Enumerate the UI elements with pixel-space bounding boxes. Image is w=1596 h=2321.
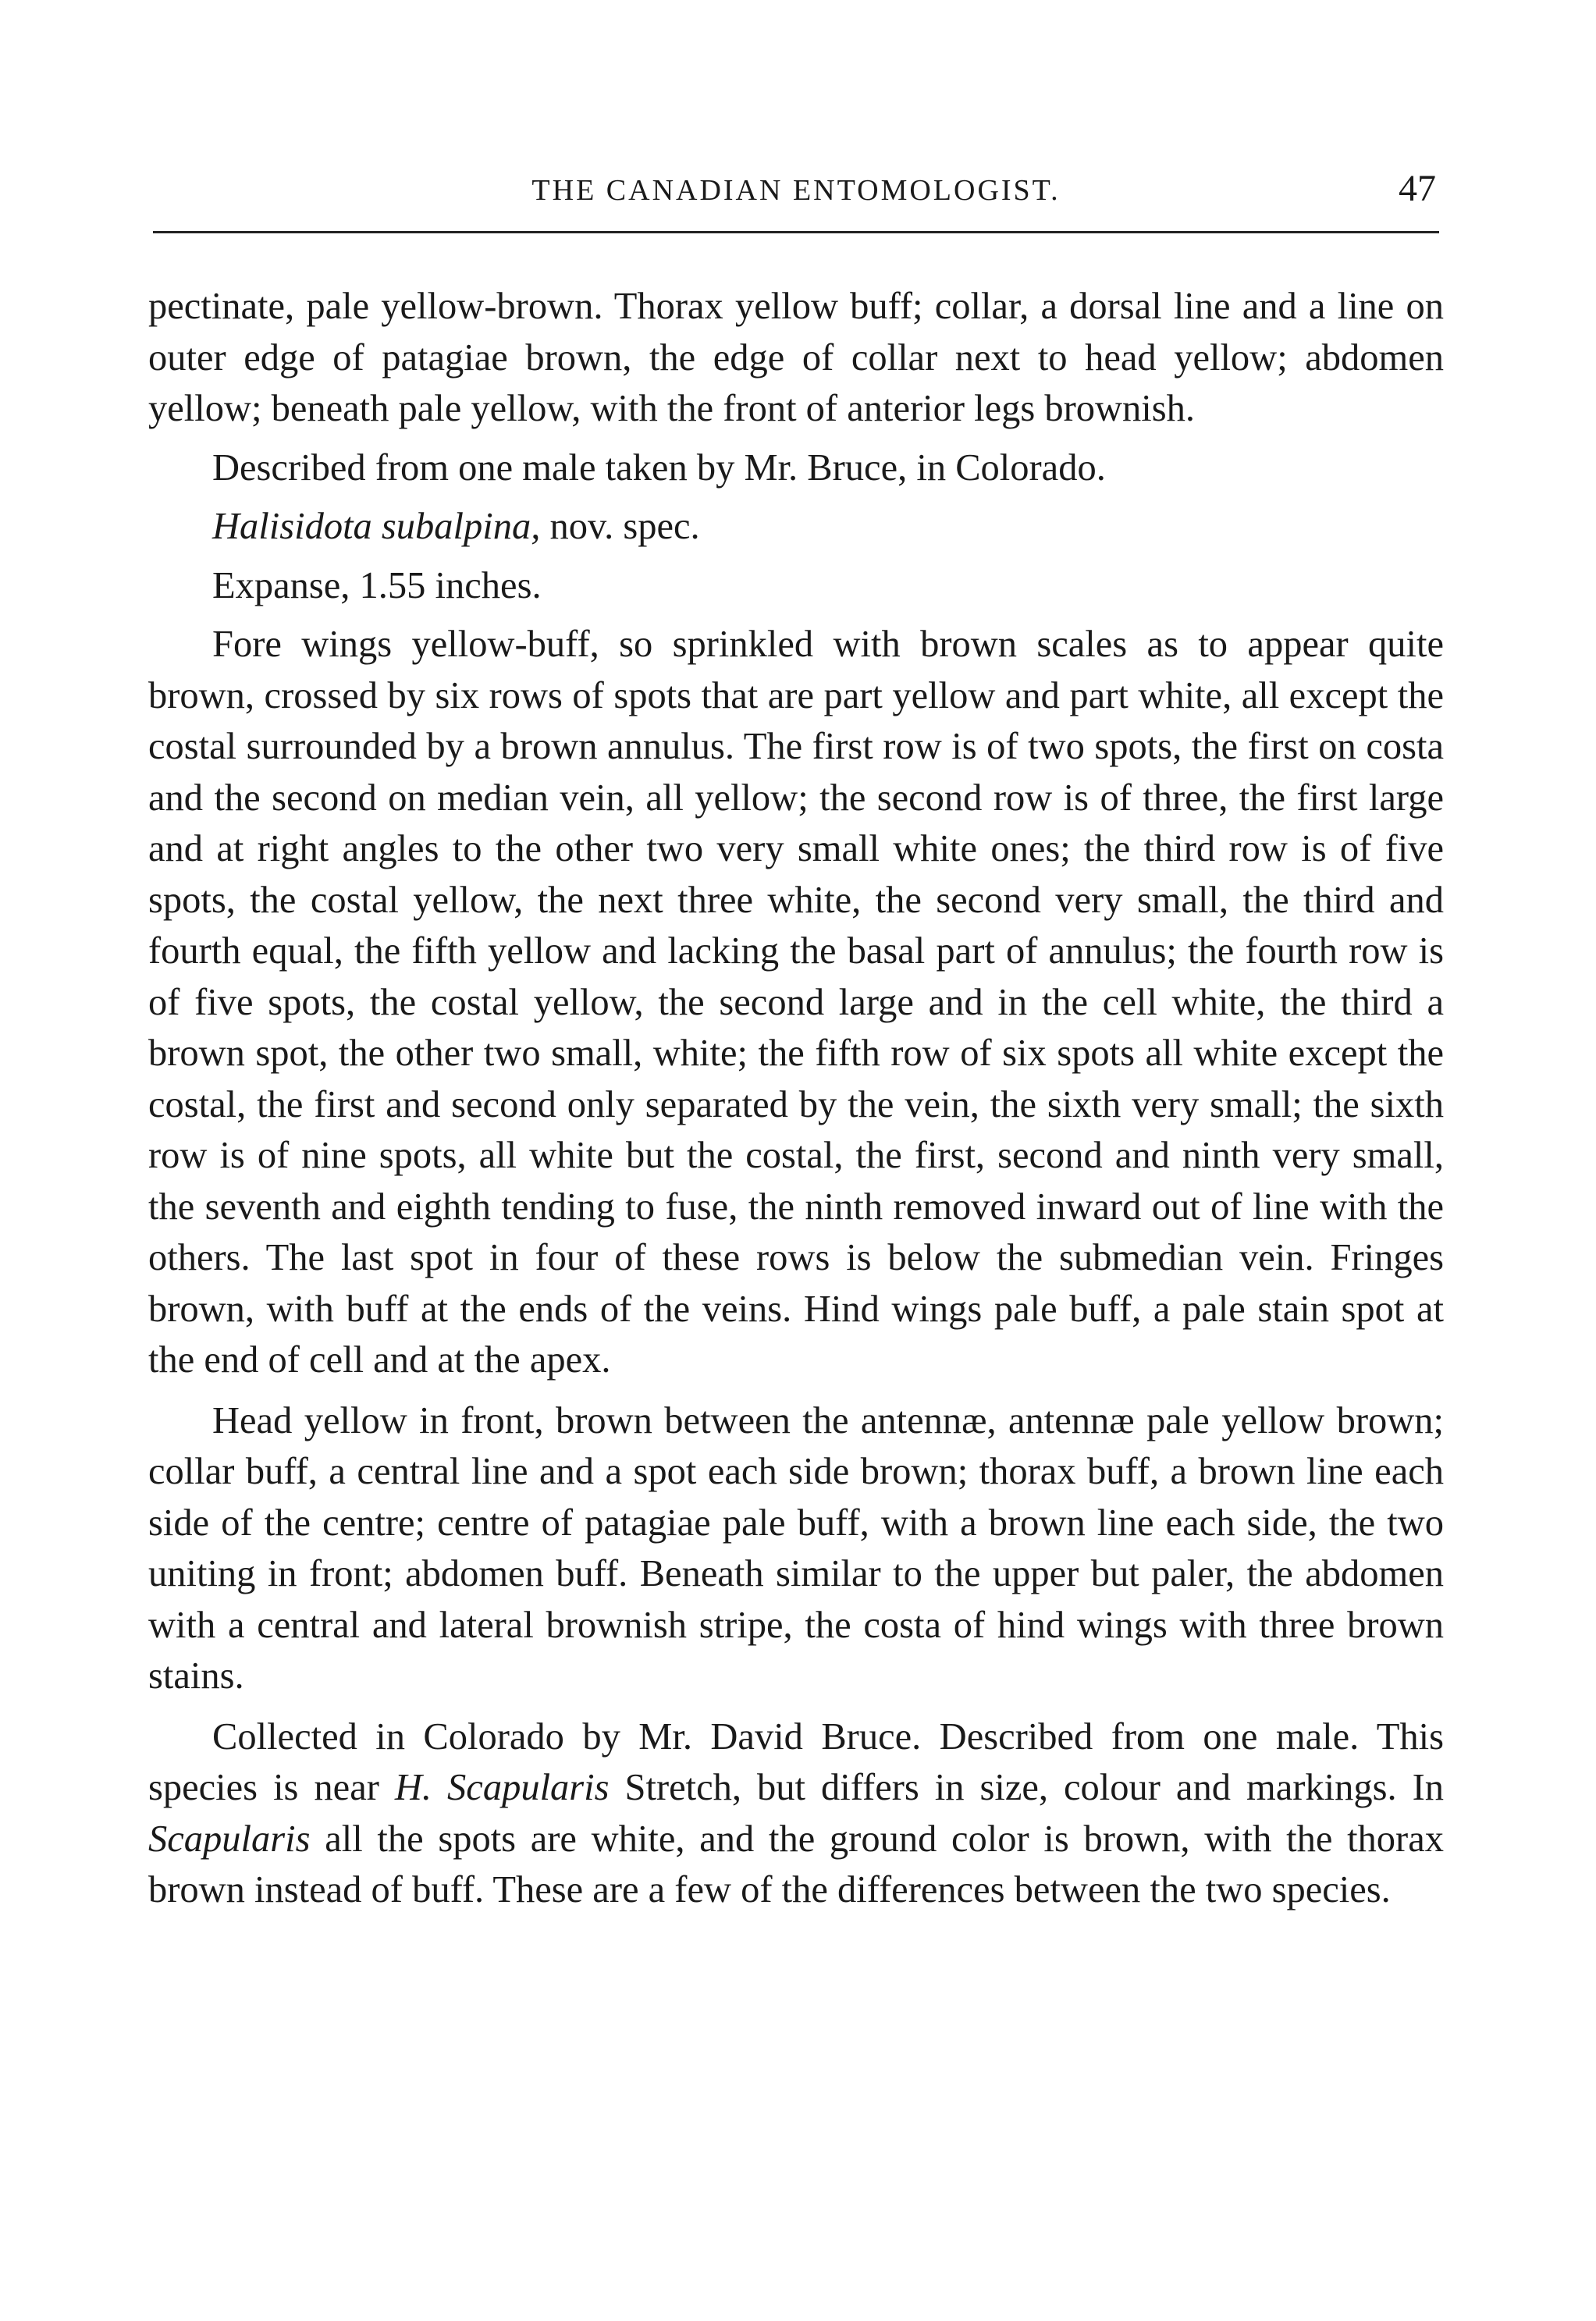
paragraph-expanse: Expanse, 1.55 inches.: [212, 564, 542, 606]
paragraph-collected: [148, 1711, 1444, 1916]
species-ref-1: H. Scapularis: [394, 1767, 610, 1808]
header-rule: [153, 231, 1439, 233]
paragraph-described-from: Described from one male taken by Mr. Bruce, in Colorado.: [212, 446, 1106, 489]
paragraph-fore-wings: Fore wings yellow-buff, so sprinkled with brown scales as to appear quite brown, crossed by six rows of spots that are part yellow and part white, all except the costal surrounded by a brown annulus. The first row is of two spots, the first on costa and the second on median vein, all yellow; the second row is of three, the first large and at right angles to the other two very small white ones; the third row is of five spots, the costal yellow, the next three white, the second very small, the third and fourth equal, the fifth yellow and lacking the basal part of annulus; the fourth row is of five spots, the costal yellow, the second large and in the cell white, the third a brown spot, the other two small, white; the fifth row of six spots all white except the costal, the first and second only separated by the vein, the sixth very small; the sixth row is of nine spots, all white but the costal, the first, second and ninth very small, the seventh and eighth tending to fuse, the ninth removed inward out of line with the others. The last spot in four of these rows is below the submedian vein. Fringes brown, with buff at the ends of the veins. Hind wings pale buff, a pale stain spot at the end of cell and at the apex.: [148, 624, 1444, 1381]
collected-text-a: Collected in Colorado by Mr. David Bruce. Described from one male. This species is near: [148, 1715, 1444, 1808]
collected-text-c: all the spots are white, and the ground color is brown, with the thorax brown instead of buff. These are a few of the differences between the two species.: [148, 1818, 1444, 1910]
species-name: Halisidota subalpina,: [212, 506, 541, 547]
body-text: [148, 281, 1444, 1916]
collected-text-b: Stretch, but differs in size, colour and markings. In: [609, 1767, 1445, 1808]
running-title: THE CANADIAN ENTOMOLOGIST.: [531, 174, 1061, 207]
page-number: 47: [1399, 168, 1436, 209]
species-ref-2: Scapularis: [148, 1818, 311, 1860]
species-heading: [148, 501, 1444, 553]
species-status: nov. spec.: [540, 506, 700, 547]
paragraph-head: Head yellow in front, brown between the antennæ, antennæ pale yellow brown; collar buff, a central line and a spot each side brown; thorax buff, a brown line each side of the centre; centre of patagiae pale buff, with a brown line each side, the two uniting in front; abdomen buff. Beneath similar to the upper but paler, the abdomen with a central and lateral brownish stripe, the costa of hind wings with three brown stains.: [148, 1399, 1444, 1697]
paragraph-description-end: pectinate, pale yellow-brown. Thorax yellow buff; collar, a dorsal line and a line on outer edge of patagiae brown, the edge of collar next to head yellow; abdomen yellow; beneath pale yellow, with the front of anterior legs brownish.: [148, 286, 1444, 429]
running-head: [153, 168, 1439, 220]
